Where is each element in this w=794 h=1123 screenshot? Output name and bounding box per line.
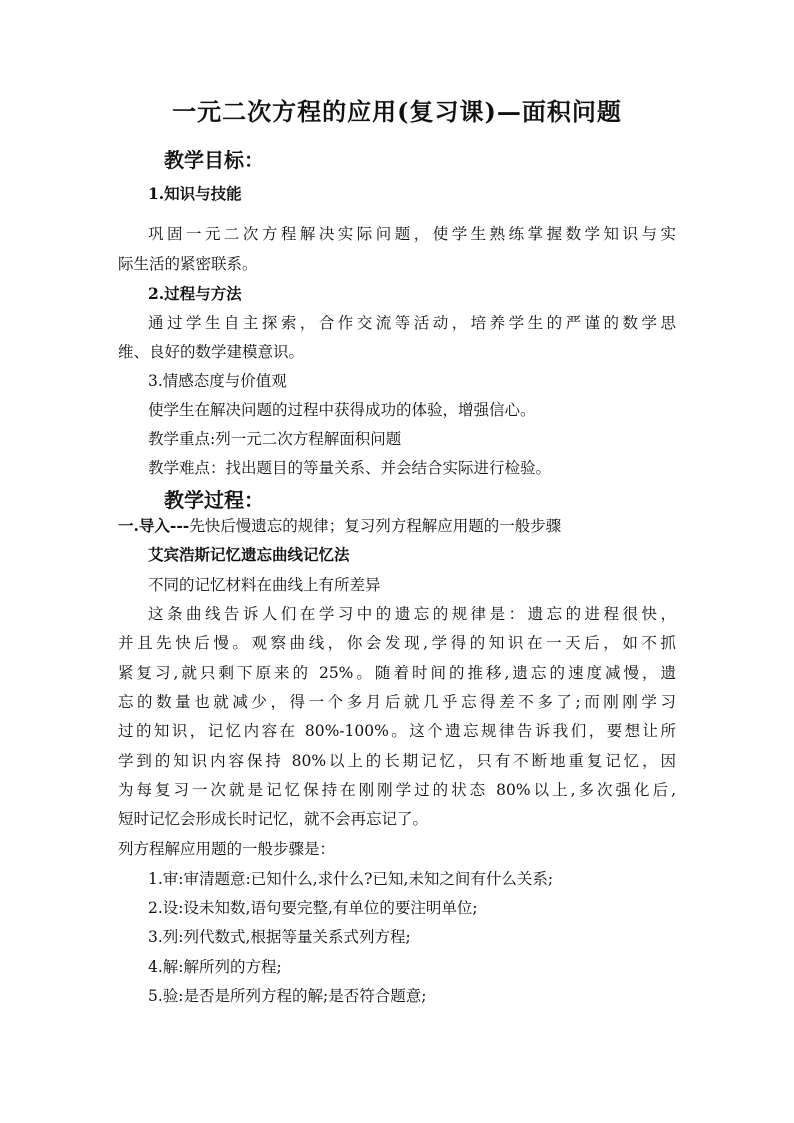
step-item: 5.验:是否是所列方程的解;是否符合题意; (148, 987, 427, 1005)
step1-prefix: 一.导入--- (118, 516, 190, 535)
goal1-text-line-1: 巩固一元二次方程解决实际问题，使学生熟练掌握数学知识与实 (148, 225, 676, 243)
paragraph-line-5: 过的知识，记忆内容在 80%-100%。这个遗忘规律告诉我们，要想让所 (118, 722, 676, 740)
paragraph-line-7: 为每复习一次就是记忆保持在刚刚学过的状态 80%以上,多次强化后, (118, 781, 676, 799)
document-title: 一元二次方程的应用(复习课)—面积问题 (172, 97, 622, 126)
paragraph-line-2: 并且先快后慢。观察曲线，你会发现,学得的知识在一天后，如不抓 (118, 634, 676, 652)
goal2-heading: 2.过程与方法 (148, 284, 242, 303)
difficulty: 教学难点：找出题目的等量关系、并会结合实际进行检验。 (148, 459, 552, 477)
goal1-text-line-2: 际生活的紧密联系。 (118, 255, 258, 273)
goal2-text-line-2: 维、良好的数学建模意识。 (118, 343, 305, 361)
step-item: 2.设:设未知数,语句要完整,有单位的要注明单位; (148, 899, 478, 917)
section-heading-goals: 教学目标： (164, 148, 264, 172)
goal1-heading: 1.知识与技能 (148, 184, 242, 203)
paragraph-line-6: 学到的知识内容保持 80%以上的长期记忆，只有不断地重复记忆，因 (118, 752, 676, 770)
step1-rest: 先快后慢遗忘的规律；复习列方程解应用题的一般步骤 (189, 517, 562, 535)
paragraph-line-3: 紧复习,就只剩下原来的 25%。随着时间的推移,遗忘的速度减慢，遗 (118, 664, 676, 682)
section-heading-process: 教学过程： (164, 488, 264, 512)
step1-line (118, 516, 561, 536)
steps-intro: 列方程解应用题的一般步骤是： (118, 840, 336, 858)
paragraph-line-1: 这条曲线告诉人们在学习中的遗忘的规律是：遗忘的进程很快， (148, 605, 676, 623)
ebbinghaus-heading: 艾宾浩斯记忆遗忘曲线记忆法 (148, 545, 350, 564)
paragraph-line-4: 忘的数量也就减少，得一个多月后就几乎忘得差不多了;而刚刚学习 (118, 693, 676, 711)
step-item: 1.审:审清题意:已知什么,求什么?已知,未知之间有什么关系; (148, 870, 554, 888)
ebbinghaus-subtitle: 不同的记忆材料在曲线上有所差异 (148, 576, 381, 594)
goal2-text-line-1: 通过学生自主探索，合作交流等活动，培养学生的严谨的数学思 (148, 314, 676, 332)
step-item: 4.解:解所列的方程; (148, 958, 282, 976)
goal3-heading: 3.情感态度与价值观 (148, 372, 287, 390)
step-item: 3.列:列代数式,根据等量关系式列方程; (148, 928, 411, 946)
paragraph-line-8: 短时记忆会形成长时记忆，就不会再忘记了。 (118, 810, 429, 828)
key-point: 教学重点:列一元二次方程解面积问题 (148, 430, 402, 448)
goal3-text: 使学生在解决问题的过程中获得成功的体验，增强信心。 (148, 401, 536, 419)
